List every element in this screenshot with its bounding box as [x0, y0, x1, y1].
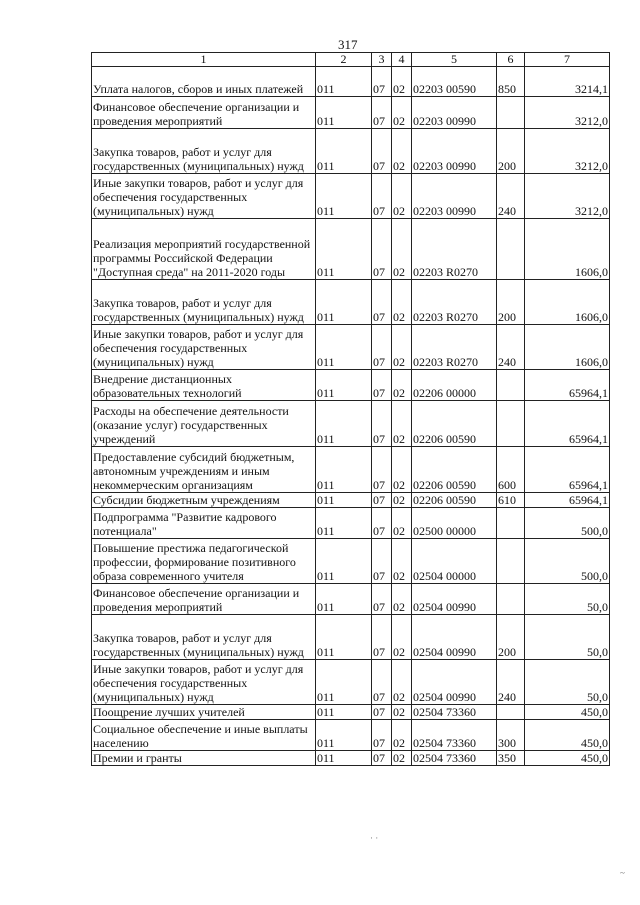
- row-name: Закупка товаров, работ и услуг для государственных (муниципальных) нужд: [92, 280, 316, 325]
- row-name: Иные закупки товаров, работ и услуг для обеспечения государственных (муниципальных) нужд: [92, 660, 316, 705]
- row-col-6: 300: [497, 720, 525, 751]
- table-row: [92, 447, 610, 493]
- row-col-5: 02206 00590: [412, 401, 497, 447]
- row-col-2: 011: [316, 280, 372, 325]
- row-col-7: 500,0: [525, 539, 610, 584]
- table-row: [92, 174, 610, 219]
- row-col-5: 02504 73360: [412, 705, 497, 720]
- row-col-7: 3212,0: [525, 174, 610, 219]
- row-col-2: 011: [316, 174, 372, 219]
- table-row: [92, 219, 610, 280]
- table-row: [92, 97, 610, 129]
- row-col-6: 350: [497, 751, 525, 766]
- row-col-7: 65964,1: [525, 370, 610, 401]
- row-col-6: 240: [497, 174, 525, 219]
- row-col-4: 02: [392, 401, 412, 447]
- row-col-4: 02: [392, 174, 412, 219]
- row-col-6: [497, 97, 525, 129]
- scan-mark-corner: ~: [620, 868, 625, 878]
- col-header-4: 4: [392, 53, 412, 67]
- row-col-4: 02: [392, 97, 412, 129]
- page-number: 317: [338, 37, 358, 52]
- row-col-4: 02: [392, 705, 412, 720]
- row-col-6: [497, 705, 525, 720]
- table-row: [92, 539, 610, 584]
- row-col-3: 07: [372, 129, 392, 174]
- row-name: Финансовое обеспечение организации и проведения мероприятий: [92, 97, 316, 129]
- row-name: Расходы на обеспечение деятельности (оказание услуг) государственных учреждений: [92, 401, 316, 447]
- row-col-3: 07: [372, 615, 392, 660]
- table-row: [92, 280, 610, 325]
- row-col-6: [497, 401, 525, 447]
- row-col-3: 07: [372, 174, 392, 219]
- row-col-3: 07: [372, 751, 392, 766]
- row-col-7: 50,0: [525, 584, 610, 615]
- row-col-5: 02504 73360: [412, 751, 497, 766]
- row-col-4: 02: [392, 447, 412, 493]
- row-col-7: 1606,0: [525, 219, 610, 280]
- row-col-6: 240: [497, 660, 525, 705]
- row-name: Закупка товаров, работ и услуг для государственных (муниципальных) нужд: [92, 615, 316, 660]
- budget-table: [91, 52, 610, 766]
- row-col-5: 02504 73360: [412, 720, 497, 751]
- row-col-4: 02: [392, 720, 412, 751]
- col-header-6: 6: [497, 53, 525, 67]
- row-col-4: 02: [392, 751, 412, 766]
- row-col-5: 02504 00990: [412, 660, 497, 705]
- row-name: Иные закупки товаров, работ и услуг для обеспечения государственных (муниципальных) нужд: [92, 174, 316, 219]
- row-name: Премии и гранты: [92, 751, 316, 766]
- row-col-7: 3212,0: [525, 97, 610, 129]
- row-col-4: 02: [392, 280, 412, 325]
- row-col-6: 850: [497, 67, 525, 97]
- row-col-7: 1606,0: [525, 325, 610, 370]
- row-col-4: 02: [392, 493, 412, 508]
- row-col-2: 011: [316, 584, 372, 615]
- row-col-4: 02: [392, 508, 412, 539]
- row-col-2: 011: [316, 493, 372, 508]
- row-col-6: [497, 370, 525, 401]
- row-col-6: 240: [497, 325, 525, 370]
- row-col-5: 02203 00590: [412, 67, 497, 97]
- row-col-2: 011: [316, 720, 372, 751]
- row-name: Реализация мероприятий государственной программы Российской Федерации "Доступная среда" на 2011-2020 годы: [92, 219, 316, 280]
- row-col-6: 600: [497, 447, 525, 493]
- row-col-7: 450,0: [525, 705, 610, 720]
- row-col-5: 02203 00990: [412, 129, 497, 174]
- row-col-7: 450,0: [525, 751, 610, 766]
- row-name: Субсидии бюджетным учреждениям: [92, 493, 316, 508]
- row-col-3: 07: [372, 447, 392, 493]
- row-col-3: 07: [372, 660, 392, 705]
- row-name: Финансовое обеспечение организации и проведения мероприятий: [92, 584, 316, 615]
- row-col-5: 02500 00000: [412, 508, 497, 539]
- col-header-2: 2: [316, 53, 372, 67]
- table-row: [92, 705, 610, 720]
- row-name: Поощрение лучших учителей: [92, 705, 316, 720]
- table-row: [92, 325, 610, 370]
- row-col-7: 3212,0: [525, 129, 610, 174]
- row-col-6: [497, 584, 525, 615]
- table-row: [92, 129, 610, 174]
- row-col-3: 07: [372, 493, 392, 508]
- row-col-7: 1606,0: [525, 280, 610, 325]
- row-col-2: 011: [316, 219, 372, 280]
- row-col-7: 500,0: [525, 508, 610, 539]
- row-col-3: 07: [372, 280, 392, 325]
- row-col-2: 011: [316, 751, 372, 766]
- row-col-3: 07: [372, 219, 392, 280]
- row-name: Подпрограмма "Развитие кадрового потенциала": [92, 508, 316, 539]
- row-col-7: 65964,1: [525, 401, 610, 447]
- row-col-5: 02206 00590: [412, 447, 497, 493]
- table-row: [92, 508, 610, 539]
- col-header-5: 5: [412, 53, 497, 67]
- row-col-3: 07: [372, 67, 392, 97]
- row-col-5: 02206 00000: [412, 370, 497, 401]
- row-col-2: 011: [316, 67, 372, 97]
- row-col-2: 011: [316, 447, 372, 493]
- row-col-3: 07: [372, 584, 392, 615]
- row-name: Иные закупки товаров, работ и услуг для обеспечения государственных (муниципальных) нужд: [92, 325, 316, 370]
- row-name: Закупка товаров, работ и услуг для государственных (муниципальных) нужд: [92, 129, 316, 174]
- row-col-4: 02: [392, 660, 412, 705]
- table-row: [92, 751, 610, 766]
- row-col-3: 07: [372, 325, 392, 370]
- table-row: [92, 401, 610, 447]
- row-col-6: 200: [497, 129, 525, 174]
- col-header-7: 7: [525, 53, 610, 67]
- row-col-2: 011: [316, 97, 372, 129]
- row-col-5: 02203 R0270: [412, 325, 497, 370]
- row-col-2: 011: [316, 508, 372, 539]
- row-col-4: 02: [392, 129, 412, 174]
- row-col-3: 07: [372, 401, 392, 447]
- row-col-6: 610: [497, 493, 525, 508]
- row-col-4: 02: [392, 219, 412, 280]
- row-col-2: 011: [316, 325, 372, 370]
- table-row: [92, 370, 610, 401]
- row-col-4: 02: [392, 539, 412, 584]
- table-row: [92, 67, 610, 97]
- table-row: [92, 720, 610, 751]
- row-name: Уплата налогов, сборов и иных платежей: [92, 67, 316, 97]
- row-col-4: 02: [392, 67, 412, 97]
- row-col-6: [497, 219, 525, 280]
- scan-mark: · ·: [370, 833, 379, 843]
- row-col-6: [497, 508, 525, 539]
- row-col-6: 200: [497, 615, 525, 660]
- row-col-2: 011: [316, 370, 372, 401]
- row-name: Социальное обеспечение и иные выплаты населению: [92, 720, 316, 751]
- row-col-7: 65964,1: [525, 493, 610, 508]
- row-col-5: 02504 00990: [412, 615, 497, 660]
- row-col-2: 011: [316, 660, 372, 705]
- row-col-3: 07: [372, 370, 392, 401]
- row-col-3: 07: [372, 508, 392, 539]
- row-col-5: 02203 R0270: [412, 219, 497, 280]
- col-header-3: 3: [372, 53, 392, 67]
- row-col-3: 07: [372, 97, 392, 129]
- row-col-2: 011: [316, 129, 372, 174]
- row-name: Повышение престижа педагогической профессии, формирование позитивного образа современного учителя: [92, 539, 316, 584]
- row-col-3: 07: [372, 539, 392, 584]
- row-col-5: 02203 R0270: [412, 280, 497, 325]
- row-col-4: 02: [392, 325, 412, 370]
- col-header-1: 1: [92, 53, 316, 67]
- row-col-7: 65964,1: [525, 447, 610, 493]
- table-row: [92, 493, 610, 508]
- row-col-2: 011: [316, 539, 372, 584]
- table-row: [92, 660, 610, 705]
- row-col-2: 011: [316, 401, 372, 447]
- row-col-5: 02504 00990: [412, 584, 497, 615]
- row-col-4: 02: [392, 370, 412, 401]
- row-col-3: 07: [372, 705, 392, 720]
- row-col-7: 50,0: [525, 660, 610, 705]
- row-col-6: 200: [497, 280, 525, 325]
- row-col-7: 3214,1: [525, 67, 610, 97]
- row-col-4: 02: [392, 584, 412, 615]
- row-col-5: 02203 00990: [412, 97, 497, 129]
- row-col-5: 02206 00590: [412, 493, 497, 508]
- row-name: Предоставление субсидий бюджетным, автономным учреждениям и иным некоммерческим организациям: [92, 447, 316, 493]
- row-name: Внедрение дистанционных образовательных технологий: [92, 370, 316, 401]
- row-col-7: 50,0: [525, 615, 610, 660]
- table-row: [92, 584, 610, 615]
- row-col-5: 02203 00990: [412, 174, 497, 219]
- row-col-3: 07: [372, 720, 392, 751]
- header-row: [92, 53, 610, 67]
- row-col-7: 450,0: [525, 720, 610, 751]
- row-col-2: 011: [316, 705, 372, 720]
- row-col-2: 011: [316, 615, 372, 660]
- row-col-5: 02504 00000: [412, 539, 497, 584]
- row-col-4: 02: [392, 615, 412, 660]
- row-col-6: [497, 539, 525, 584]
- table-row: [92, 615, 610, 660]
